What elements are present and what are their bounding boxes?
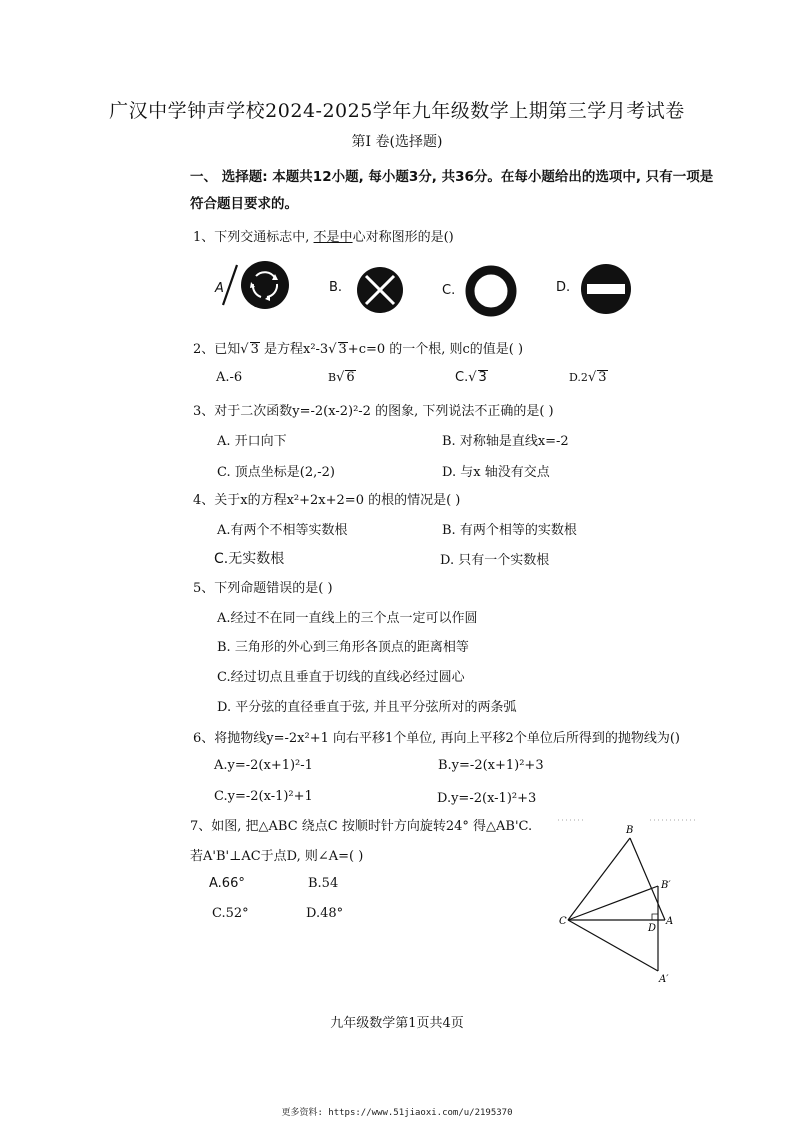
q6-option-c: C.y=-2(x-1)²+1: [214, 789, 313, 804]
q2-option-a: A.-6: [216, 370, 243, 385]
exam-title: 广汉中学钟声学校2024-2025学年九年级数学上期第三学月考试卷: [109, 100, 685, 122]
fig-label-d: D: [648, 923, 657, 934]
q2-option-d: [569, 370, 608, 385]
q2-radicand-2: 3: [338, 342, 347, 357]
q3-option-a: A. 开口向下: [217, 434, 287, 449]
q7-option-b: B.54: [308, 876, 339, 891]
q6-option-a: A.y=-2(x+1)²-1: [214, 758, 313, 773]
q2-option-d-prefix: D.2: [569, 371, 588, 384]
q4-option-c: C.无实数根: [214, 551, 285, 567]
q2-option-c-prefix: C.: [455, 370, 469, 385]
q2-radicand-1: 3: [250, 342, 259, 357]
q1-option-d-label: D.: [556, 280, 571, 295]
fig-label-c: C: [559, 916, 567, 927]
section-instructions-line1: 一、 选择题: 本题共12小题, 每小题3分, 共36分。在每小题给出的选项中, 只有一项是: [190, 169, 714, 185]
q1-stem-post: 心对称图形的是(): [352, 230, 454, 245]
q2-stem: [193, 338, 523, 357]
fig-label-a: A: [666, 916, 674, 927]
q1-option-a-label: A: [215, 281, 224, 296]
q6-option-b: B.y=-2(x+1)²+3: [438, 758, 544, 773]
q5-stem: 5、下列命题错误的是( ): [193, 581, 333, 596]
fig-label-b-prime: B′: [661, 880, 671, 891]
q3-option-b: B. 对称轴是直线x=-2: [442, 434, 569, 449]
fig-label-a-prime: A′: [659, 974, 669, 985]
q3-option-d: D. 与x 轴没有交点: [442, 465, 550, 480]
q1-stem: [193, 226, 454, 245]
q7-stem-line1: 7、如图, 把△ABC 绕点C 按顺时针方向旋转24° 得△AB'C.: [190, 819, 533, 834]
volume-subtitle: 第I 卷(选择题): [351, 134, 443, 150]
q2-option-c-radicand: 3: [478, 370, 487, 385]
q2-option-b-radicand: 6: [346, 370, 355, 385]
q1-stem-underlined: 不是中: [313, 230, 353, 245]
more-resources-link[interactable]: 更多资料: https://www.51jiaoxi.com/u/2195370: [281, 1108, 513, 1118]
q1-stem-pre: 1、下列交通标志中,: [193, 230, 314, 245]
q2-option-d-radicand: 3: [598, 370, 607, 385]
page-footer: 九年级数学第1页共4页: [330, 1016, 464, 1031]
q2-stem-part3: +c=0 的一个根, 则c的值是( ): [347, 342, 524, 357]
q2-stem-part1: 2、已知: [193, 342, 241, 357]
q2-option-b: [328, 370, 356, 385]
q2-stem-part2: 是方程x²-3: [264, 342, 329, 357]
q4-option-d: D. 只有一个实数根: [440, 553, 550, 568]
sqrt-symbol: √: [468, 370, 477, 385]
q5-option-a: A.经过不在同一直线上的三个点一定可以作圆: [217, 611, 478, 626]
sqrt-symbol: √: [328, 342, 337, 357]
q6-stem: 6、将抛物线y=-2x²+1 向右平移1个单位, 再向上平移2个单位后所得到的抛物线为(): [193, 731, 680, 746]
q7-rotation-figure: [550, 818, 700, 990]
roundabout-sign-icon: [215, 258, 295, 310]
q7-option-c: C.52°: [212, 906, 249, 921]
no-entry-sign-icon: [580, 263, 632, 315]
sqrt-symbol: √: [336, 370, 345, 385]
q4-option-b: B. 有两个相等的实数根: [442, 523, 577, 538]
q7-option-a: A.66°: [209, 876, 245, 891]
no-stopping-sign-icon: [355, 265, 405, 315]
q4-stem: 4、关于x的方程x²+2x+2=0 的根的情况是( ): [193, 493, 461, 508]
fig-label-b: B: [626, 825, 634, 836]
q2-option-c: [455, 370, 488, 385]
q5-option-d: D. 平分弦的直径垂直于弦, 并且平分弦所对的两条弧: [217, 700, 517, 715]
q6-option-d: D.y=-2(x-1)²+3: [437, 791, 537, 806]
ring-sign-icon: [463, 263, 519, 319]
q4-option-a: A.有两个不相等实数根: [217, 523, 348, 538]
q3-option-c: C. 顶点坐标是(2,-2): [217, 465, 335, 480]
q5-option-c: C.经过切点且垂直于切线的直线必经过圆心: [217, 670, 465, 685]
q1-option-c-label: C.: [442, 283, 456, 298]
sqrt-symbol: √: [240, 342, 249, 357]
section-instructions-line2: 符合题目要求的。: [190, 196, 298, 212]
q3-stem: 3、对于二次函数y=-2(x-2)²-2 的图象, 下列说法不正确的是( ): [193, 404, 554, 419]
sqrt-symbol: √: [587, 370, 597, 385]
q5-option-b: B. 三角形的外心到三角形各顶点的距离相等: [217, 640, 469, 655]
q7-stem-line2: 若A'B'⊥AC于点D, 则∠A=( ): [190, 849, 364, 864]
q7-option-d: D.48°: [306, 906, 344, 921]
q2-option-b-prefix: B: [328, 371, 337, 384]
q1-option-b-label: B.: [329, 280, 343, 295]
